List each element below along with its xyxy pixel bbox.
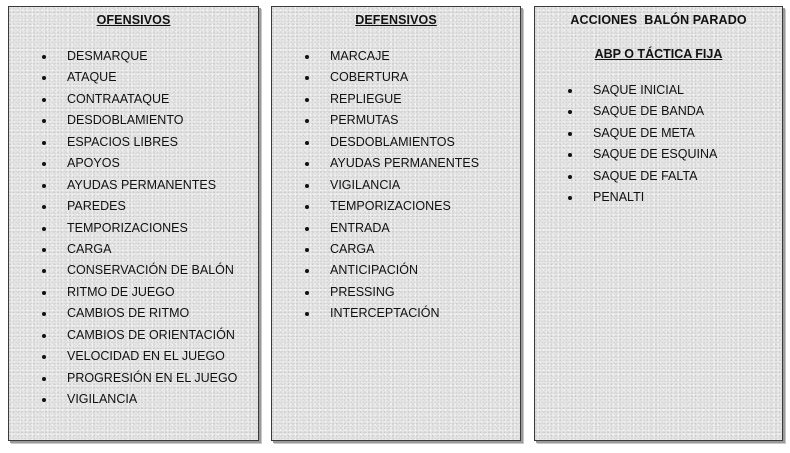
defensive-list: [303, 46, 479, 325]
panel-subtitle: ABP O TÁCTICA FIJA: [594, 47, 723, 61]
list-item: VELOCIDAD EN EL JUEGO: [40, 346, 237, 367]
list-item: VIGILANCIA: [40, 389, 237, 410]
list-item: CAMBIOS DE ORIENTACIÓN: [40, 325, 237, 346]
list-item: ENTRADA: [303, 218, 479, 239]
list-item: ESPACIOS LIBRES: [40, 132, 237, 153]
list-item: COBERTURA: [303, 67, 479, 88]
list-item: MARCAJE: [303, 46, 479, 67]
list-item: PENALTI: [566, 187, 717, 208]
list-item: RITMO DE JUEGO: [40, 282, 237, 303]
list-item: CONTRAATAQUE: [40, 89, 237, 110]
list-item: PRESSING: [303, 282, 479, 303]
list-item: AYUDAS PERMANENTES: [303, 153, 479, 174]
offensive-list: [40, 46, 237, 410]
list-item: TEMPORIZACIONES: [40, 218, 237, 239]
list-item: TEMPORIZACIONES: [303, 196, 479, 217]
list-item: SAQUE DE ESQUINA: [566, 144, 717, 165]
list-item: CARGA: [303, 239, 479, 260]
panel-set-pieces: [534, 6, 783, 441]
list-item: INTERCEPTACIÓN: [303, 303, 479, 324]
panel-title: ACCIONES BALÓN PARADO: [570, 13, 747, 27]
list-item: ATAQUE: [40, 67, 237, 88]
panel-title: DEFENSIVOS: [355, 13, 437, 27]
panel-title: OFENSIVOS: [96, 13, 171, 27]
panel-defensive: [271, 6, 521, 441]
list-item: VIGILANCIA: [303, 175, 479, 196]
list-item: SAQUE DE BANDA: [566, 101, 717, 122]
list-item: CONSERVACIÓN DE BALÓN: [40, 260, 237, 281]
list-item: DESDOBLAMIENTO: [40, 110, 237, 131]
panel-offensive: [8, 6, 259, 441]
list-item: SAQUE DE META: [566, 123, 717, 144]
list-item: APOYOS: [40, 153, 237, 174]
list-item: REPLIEGUE: [303, 89, 479, 110]
list-item: SAQUE DE FALTA: [566, 166, 717, 187]
list-item: PROGRESIÓN EN EL JUEGO: [40, 368, 237, 389]
list-item: AYUDAS PERMANENTES: [40, 175, 237, 196]
list-item: SAQUE INICIAL: [566, 80, 717, 101]
list-item: PAREDES: [40, 196, 237, 217]
list-item: DESDOBLAMIENTOS: [303, 132, 479, 153]
list-item: PERMUTAS: [303, 110, 479, 131]
list-item: CARGA: [40, 239, 237, 260]
list-item: ANTICIPACIÓN: [303, 260, 479, 281]
list-item: DESMARQUE: [40, 46, 237, 67]
set-pieces-list: [566, 80, 717, 209]
list-item: CAMBIOS DE RITMO: [40, 303, 237, 324]
